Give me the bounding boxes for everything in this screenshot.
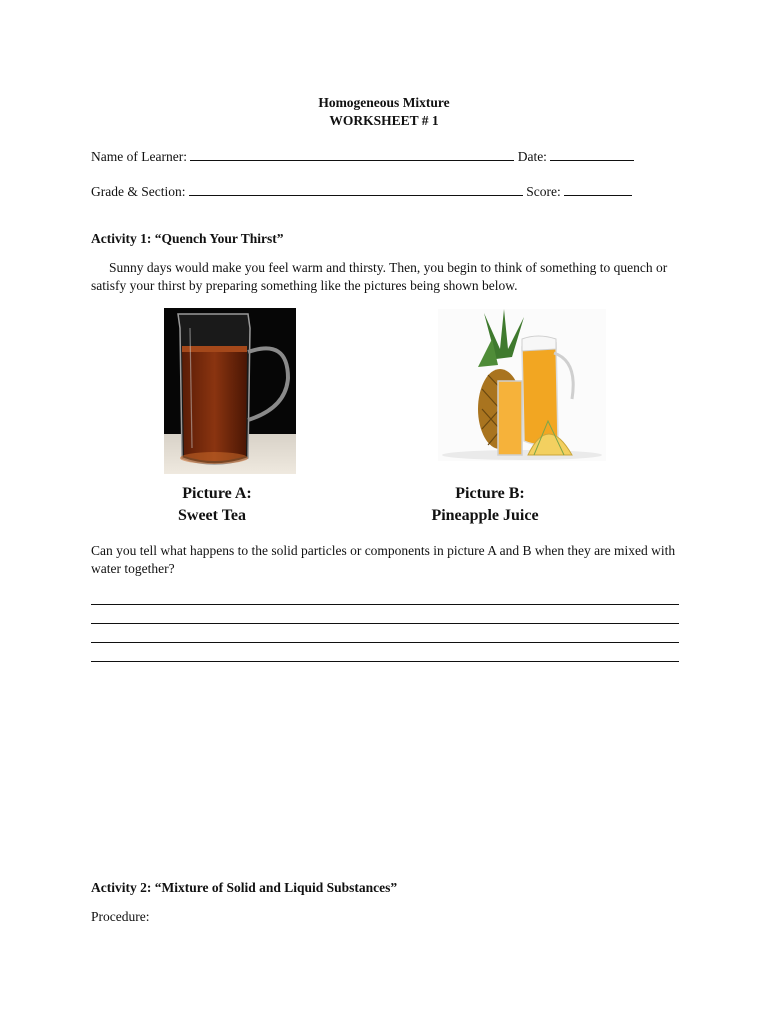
worksheet-title: Homogeneous Mixture [318,95,450,110]
grade-score-row [91,183,632,200]
grade-label: Grade & Section: [91,184,186,199]
picture-b-label: Picture B: [455,485,525,502]
picture-a-label: Picture A: [182,485,252,502]
score-blank[interactable] [564,183,632,196]
answer-line[interactable] [91,642,679,643]
pineapple-juice-image [438,309,606,461]
score-label: Score: [526,184,561,199]
name-date-row [91,148,634,165]
answer-line[interactable] [91,661,679,662]
sweet-tea-image [164,308,296,474]
activity2-heading: Activity 2: “Mixture of Solid and Liquid Substances” [91,880,398,895]
activity1-question: Can you tell what happens to the solid particles or components in picture A and B when they are mixed with water together? [91,543,676,576]
picture-b-name: Pineapple Juice [431,507,539,524]
name-blank[interactable] [190,148,514,161]
answer-line[interactable] [91,623,679,624]
picture-a-name: Sweet Tea [178,507,246,524]
procedure-label: Procedure: [91,909,150,924]
name-label: Name of Learner: [91,149,187,164]
activity1-intro: Sunny days would make you feel warm and thirsty. Then, you begin to think of something to quench or satisfy your thirst by preparing something like the pictures being shown below. [91,260,668,293]
worksheet-number: WORKSHEET # 1 [329,113,439,128]
answer-line[interactable] [91,604,679,605]
date-blank[interactable] [550,148,634,161]
activity1-heading: Activity 1: “Quench Your Thirst” [91,231,284,246]
grade-blank[interactable] [189,183,523,196]
date-label: Date: [517,149,547,164]
